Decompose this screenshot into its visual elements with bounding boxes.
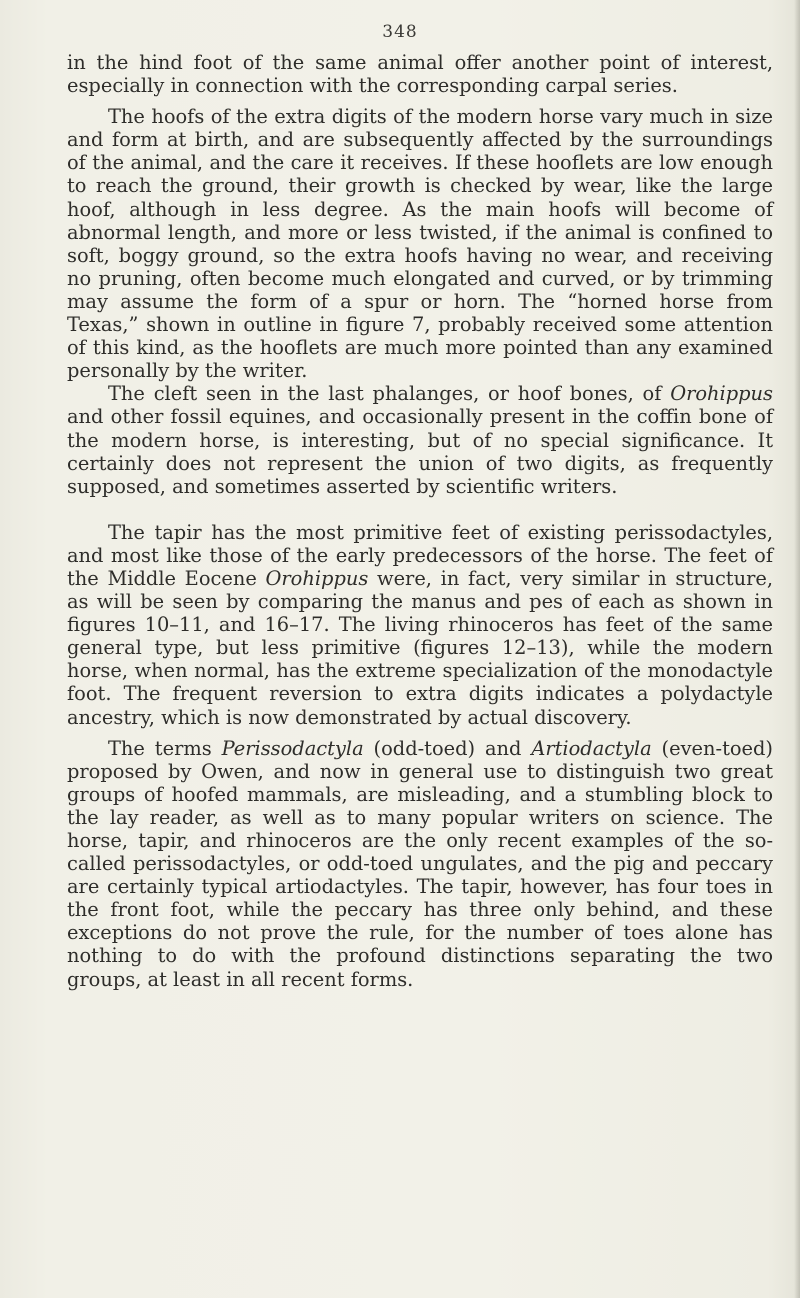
page-edge-shadow xyxy=(794,0,800,1298)
text-run: The hoofs of the extra digits of the modern horse vary much in size and form at birth, and are subsequently affected by the surroundings of the animal, and the care it receives. If these hooflets are low enough to reach the ground, their growth is checked by wear, like the large hoof, although in less degree. As the main hoofs will become of abnormal length, and more or less twisted, if the animal is confined to soft, boggy ground, so the extra hoofs having no wear, and receiving no pruning, often become much elongated and curved, or by trimming may assume the form of a spur or horn. The “horned horse from Texas,” shown in outline in figure 7, probably received some attention of this kind, as the hooflets are much more pointed than any examined personally by the writer. xyxy=(67,105,773,383)
italic-term: Perissodactyla xyxy=(221,736,364,760)
text-run: and other fossil equines, and occasionally present in the coffin bone of the modern horse, is interesting, but of no special significance. It certainly does not represent the union of two digits, as frequently supposed, and sometimes asserted by scientific writers. xyxy=(67,405,773,498)
paragraph xyxy=(67,51,773,97)
text-run: in the hind foot of the same animal offer another point of interest, especially in connection with the corresponding carpal series. xyxy=(67,51,773,98)
paragraph xyxy=(67,382,773,497)
text-run: The cleft seen in the last phalanges, or hoof bones, of xyxy=(108,382,671,406)
italic-term: Orohippus xyxy=(265,566,369,590)
text-run: The tapir has the most primitive feet of existing perissodactyles, and most like those of the early predecessors of the horse. The feet of the Middle Eocene xyxy=(67,520,773,590)
page-number: 348 xyxy=(382,22,418,42)
italic-term: Artiodactyla xyxy=(531,736,652,760)
paragraph xyxy=(67,105,773,382)
text-run: were, in fact, very similar in structure, as will be seen by comparing the manus and pes of each as shown in figures 10–11, and 16–17. The living rhinoceros has feet of the same general type, but less primitive (figures 12–13), while the modern horse, when normal, has the extreme specialization of the monodactyle foot. The frequent reversion to extra digits indicates a polydactyle ancestry, which is now demonstrated by actual discovery. xyxy=(67,566,773,729)
text-run: (odd-toed) and xyxy=(363,736,532,760)
italic-term: Orohippus xyxy=(670,382,773,406)
text-run: (even-toed) proposed by Owen, and now in general use to distinguish two great groups of hoofed mammals, are misleading, and a stumbling block to the lay reader, as well as to many popular writers on science. The horse, tapir, and rhinoceros are the only recent examples of the so-called perissodactyles, or odd-toed ungulates, and the pig and peccary are certainly typical artiodactyles. The tapir, however, has four toes in the front foot, while the peccary has three only behind, and these exceptions do not prove the rule, for the number of toes alone has nothing to do with the profound distinctions separating the two groups, at least in all recent forms. xyxy=(67,736,773,991)
paragraph xyxy=(67,521,773,729)
text-run: The terms xyxy=(108,736,222,760)
body-text xyxy=(67,51,773,991)
paragraph xyxy=(67,737,773,991)
